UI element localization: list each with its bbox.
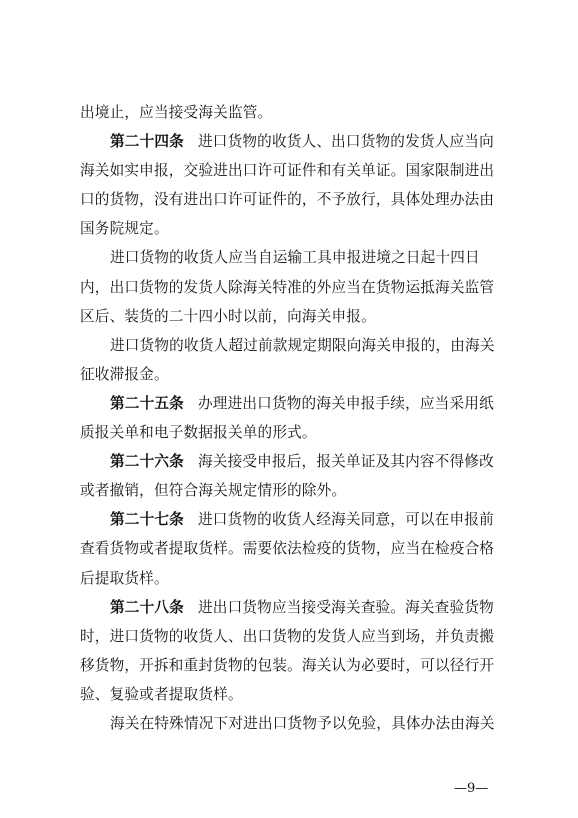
line-text: 时，进口货物的收货人、出口货物的发货人应当到场，并负责搬 — [80, 627, 495, 645]
article-heading: 第二十八条 — [110, 598, 184, 616]
text-line — [80, 360, 510, 389]
line-text: 查看货物或者提取货样。需要依法检疫的货物，应当在检疫合格 — [80, 540, 495, 558]
line-text: 海关如实申报，交验进出口许可证件和有关单证。国家限制进出 — [80, 162, 495, 180]
text-line — [80, 593, 510, 622]
line-text: 进口货物的收货人应当自运输工具申报进境之日起十四日 — [110, 249, 480, 267]
text-line — [80, 214, 510, 243]
text-line — [80, 476, 510, 505]
line-text: 进口货物的收货人、出口货物的发货人应当向 — [197, 133, 494, 151]
text-line — [80, 709, 510, 738]
text-line — [80, 185, 510, 214]
line-text: 移货物，开拆和重封货物的包装。海关认为必要时，可以径行开 — [80, 656, 495, 674]
text-line — [80, 127, 510, 156]
text-line — [80, 622, 510, 651]
line-text: 出境止，应当接受海关监管。 — [80, 104, 273, 121]
line-text: 内，出口货物的发货人除海关特准的外应当在货物运抵海关监管 — [80, 278, 495, 296]
article-heading: 第二十四条 — [110, 133, 184, 151]
text-line — [80, 98, 510, 127]
text-line — [80, 273, 510, 302]
line-text: 海关在特殊情况下对进出口货物予以免验，具体办法由海关 — [110, 714, 495, 732]
line-text: 国务院规定。 — [80, 220, 169, 238]
line-text: 后提取货样。 — [80, 569, 169, 587]
text-line — [80, 505, 510, 534]
article-heading: 第二十七条 — [110, 511, 184, 529]
text-line — [80, 447, 510, 476]
text-line — [80, 564, 510, 593]
text-line — [80, 651, 510, 680]
line-text: 质报关单和电子数据报关单的形式。 — [80, 424, 317, 442]
article-heading: 第二十六条 — [110, 453, 184, 471]
line-text: 进口货物的收货人经海关同意，可以在申报前 — [197, 511, 494, 529]
page-number: —9— — [454, 781, 489, 796]
article-heading: 第二十五条 — [110, 394, 184, 412]
text-line — [80, 389, 510, 418]
line-text: 办理进出口货物的海关申报手续，应当采用纸 — [197, 394, 494, 412]
line-text: 区后、装货的二十四小时以前，向海关申报。 — [80, 307, 376, 325]
line-text: 口的货物，没有进出口许可证件的，不予放行，具体处理办法由 — [80, 191, 495, 209]
line-text: 或者撤销，但符合海关规定情形的除外。 — [80, 482, 347, 500]
text-line — [80, 302, 510, 331]
text-line — [80, 156, 510, 185]
text-line — [80, 418, 510, 447]
line-text: 进口货物的收货人超过前款规定期限向海关申报的，由海关 — [110, 336, 495, 354]
line-text: 海关接受申报后，报关单证及其内容不得修改 — [197, 453, 494, 471]
text-line — [80, 243, 510, 272]
text-line — [80, 534, 510, 563]
line-text: 验、复验或者提取货样。 — [80, 685, 243, 703]
text-line — [80, 331, 510, 360]
body-text — [80, 98, 510, 738]
line-text: 进出口货物应当接受海关查验。海关查验货物 — [197, 598, 494, 616]
line-text: 征收滞报金。 — [80, 365, 169, 383]
text-line — [80, 680, 510, 709]
